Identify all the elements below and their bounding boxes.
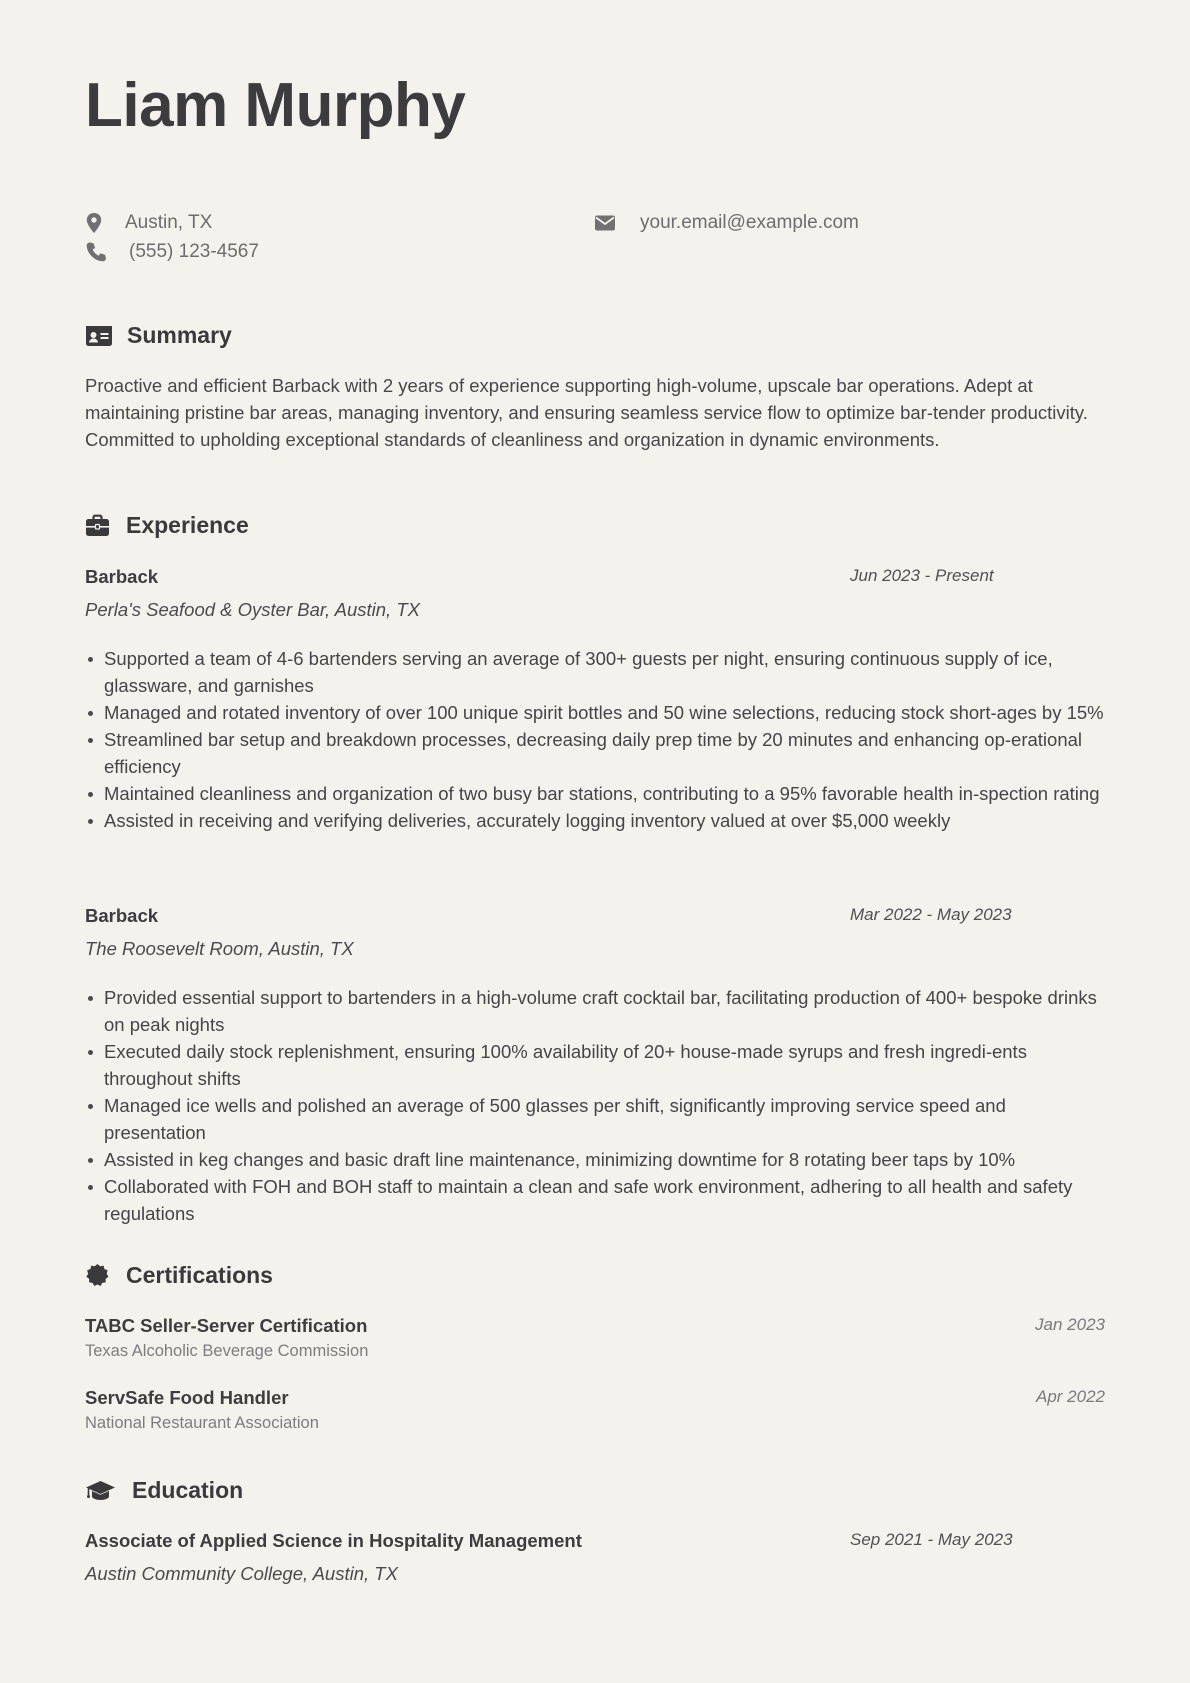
job-title: Barback: [85, 566, 159, 587]
job-title: Barback: [85, 905, 159, 926]
location-text: Austin, TX: [125, 212, 213, 233]
cert-name: TABC Seller-Server Certification: [85, 1315, 368, 1336]
cert-date: Apr 2022: [1036, 1387, 1105, 1406]
briefcase-icon: [85, 513, 110, 539]
list-item: Executed daily stock replenishment, ensuring 100% availability of 20+ house-made syrups and fresh ingredi-ents throughout shifts: [85, 1038, 1110, 1092]
certifications-heading: [85, 1262, 273, 1289]
section-title-certifications: Certifications: [126, 1262, 273, 1288]
education-heading: [85, 1477, 243, 1504]
education-dates: Sep 2021 - May 2023: [850, 1530, 1013, 1549]
job-bullets: [85, 984, 1110, 1227]
list-item: Maintained cleanliness and organization of two busy bar stations, contributing to a 95% favorable health in-spection rating: [85, 780, 1110, 807]
contact-email: [594, 212, 859, 234]
list-item: Collaborated with FOH and BOH staff to maintain a clean and safe work environment, adhering to all health and safety regulations: [85, 1173, 1110, 1227]
phone-text: (555) 123-4567: [129, 241, 259, 262]
phone-icon: [85, 241, 107, 263]
candidate-name: Liam Murphy: [85, 71, 466, 140]
job-bullets: [85, 645, 1110, 834]
job-company: Perla's Seafood & Oyster Bar, Austin, TX: [85, 599, 420, 620]
envelope-icon: [594, 214, 616, 232]
graduation-cap-icon: [85, 1478, 116, 1504]
job-dates: Jun 2023 - Present: [850, 566, 994, 585]
section-title-education: Education: [132, 1477, 244, 1503]
summary-heading: [85, 322, 232, 349]
job-company: The Roosevelt Room, Austin, TX: [85, 938, 354, 959]
job-dates: Mar 2022 - May 2023: [850, 905, 1012, 924]
list-item: Managed and rotated inventory of over 100 unique spirit bottles and 50 wine selections, reducing stock short-ages by 15%: [85, 699, 1110, 726]
cert-org: National Restaurant Association: [85, 1414, 319, 1432]
section-title-summary: Summary: [127, 322, 232, 348]
education-degree: Associate of Applied Science in Hospitality Management: [85, 1530, 582, 1551]
section-title-experience: Experience: [126, 512, 249, 538]
list-item: Managed ice wells and polished an average of 500 glasses per shift, significantly improving service speed and presentation: [85, 1092, 1110, 1146]
cert-date: Jan 2023: [1035, 1315, 1105, 1334]
cert-org: Texas Alcoholic Beverage Commission: [85, 1342, 369, 1360]
contact-phone: [85, 241, 259, 263]
experience-heading: [85, 512, 249, 539]
list-item: Streamlined bar setup and breakdown processes, decreasing daily prep time by 20 minutes and enhancing op-erational efficiency: [85, 726, 1110, 780]
cert-name: ServSafe Food Handler: [85, 1387, 289, 1408]
education-school: Austin Community College, Austin, TX: [85, 1563, 398, 1584]
email-text[interactable]: your.email@example.com: [640, 212, 859, 233]
list-item: Provided essential support to bartenders in a high-volume craft cocktail bar, facilitating production of 400+ bespoke drinks on peak nights: [85, 984, 1110, 1038]
list-item: Assisted in keg changes and basic draft line maintenance, minimizing downtime for 8 rotating beer taps by 10%: [85, 1146, 1110, 1173]
map-marker-icon: [85, 212, 103, 234]
summary-text: Proactive and efficient Barback with 2 years of experience supporting high-volume, upscale bar operations. Adept at maintaining pristine bar areas, managing inventory, and ensuring seamless service flow to optimize bar-tender productivity. Committed to upholding exceptional standards of cleanliness and organization in dynamic environments.: [85, 375, 1088, 450]
list-item: Supported a team of 4-6 bartenders serving an average of 300+ guests per night, ensuring continuous supply of ice, glassware, and garnishes: [85, 645, 1110, 699]
list-item: Assisted in receiving and verifying deliveries, accurately logging inventory valued at over $5,000 weekly: [85, 807, 1110, 834]
contact-location: [85, 212, 212, 234]
id-card-icon: [85, 323, 113, 349]
certificate-icon: [85, 1263, 110, 1289]
